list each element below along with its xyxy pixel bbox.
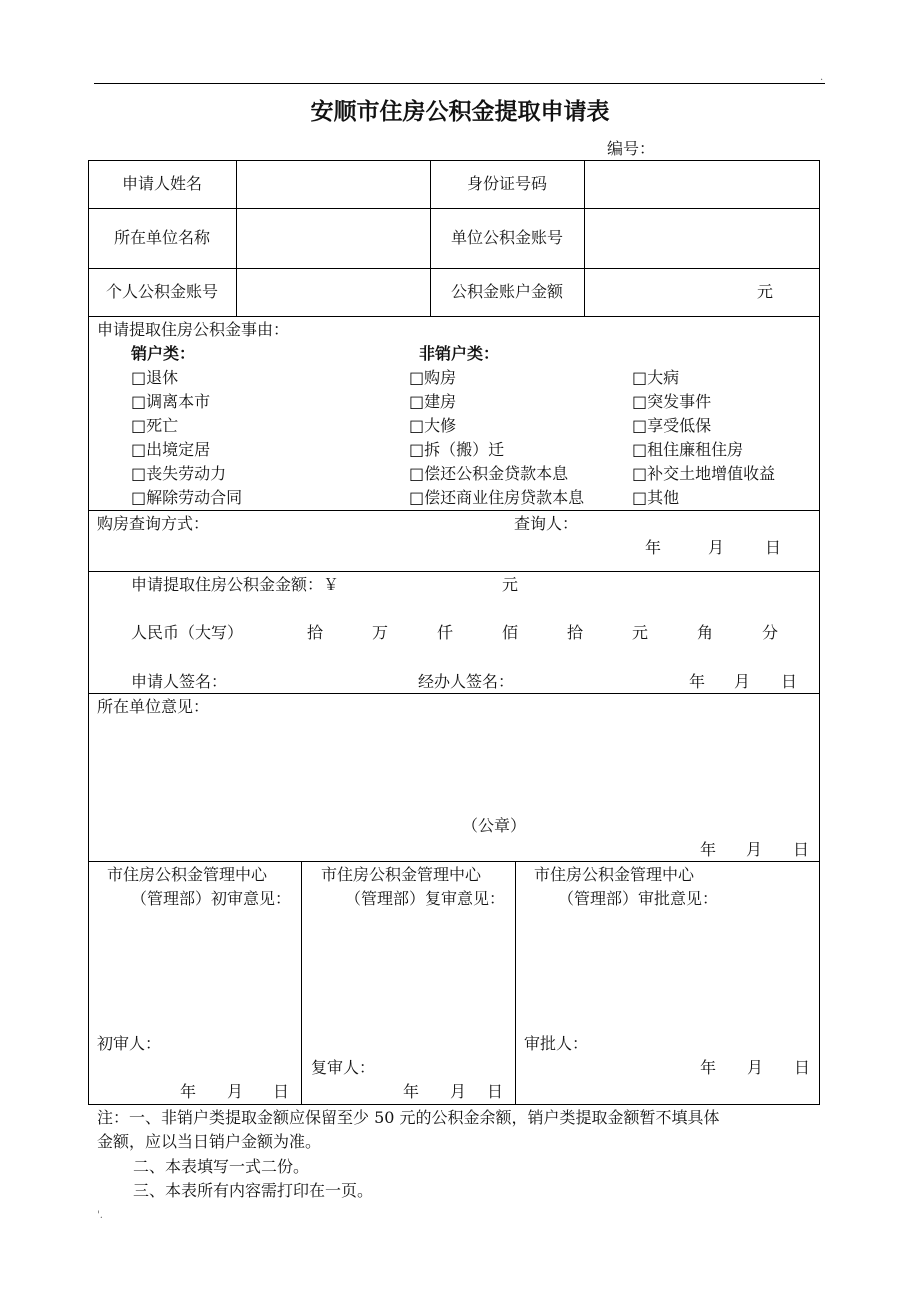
opinion-day: 日 xyxy=(793,840,810,859)
first-review-day: 日 xyxy=(273,1082,290,1101)
second-reviewer-label: 复审人： xyxy=(311,1058,376,1077)
reason-option[interactable]: □建房 xyxy=(409,392,457,411)
reason-option[interactable]: □大病 xyxy=(632,368,680,387)
balance-label: 公积金账户金额 xyxy=(450,282,563,301)
id-number-label: 身份证号码 xyxy=(466,174,547,193)
reason-option[interactable]: □购房 xyxy=(409,368,457,387)
reason-option[interactable]: □大修 xyxy=(409,416,457,435)
second-review-day: 日 xyxy=(487,1082,504,1101)
opinion-year: 年 xyxy=(700,840,717,859)
reason-option[interactable]: □偿还公积金贷款本息 xyxy=(409,464,569,483)
approval-year: 年 xyxy=(700,1058,717,1077)
querier-label: 查询人： xyxy=(514,514,579,533)
applicant-name-label: 申请人姓名 xyxy=(121,174,202,193)
applicant-name-field[interactable] xyxy=(237,161,429,207)
reason-option[interactable]: □享受低保 xyxy=(632,416,712,435)
second-review-title: （管理部）复审意见： xyxy=(345,889,506,908)
amount-digit: 角 xyxy=(697,623,714,642)
amount-label: 申请提取住房公积金金额：￥ xyxy=(131,575,340,594)
reasons-heading: 申请提取住房公积金事由： xyxy=(97,320,290,339)
second-review-center: 市住房公积金管理中心 xyxy=(321,865,482,884)
reason-option[interactable]: □偿还商业住房贷款本息 xyxy=(409,488,585,507)
amount-digit: 佰 xyxy=(502,623,519,642)
sign-year: 年 xyxy=(689,672,706,691)
amount-digit: 分 xyxy=(762,623,779,642)
amount-digit: 拾 xyxy=(307,623,324,642)
reason-option[interactable]: □拆（搬）迁 xyxy=(409,440,505,459)
first-review-center: 市住房公积金管理中心 xyxy=(107,865,268,884)
query-method-label: 购房查询方式： xyxy=(97,514,210,533)
second-review-year: 年 xyxy=(403,1082,420,1101)
company-opinion-field[interactable] xyxy=(97,720,817,815)
reason-option[interactable]: □其他 xyxy=(632,488,680,507)
first-review-title: （管理部）初审意见： xyxy=(131,889,292,908)
first-review-month: 月 xyxy=(227,1082,244,1101)
approval-title: （管理部）审批意见： xyxy=(558,889,719,908)
approval-center: 市住房公积金管理中心 xyxy=(534,865,695,884)
first-review-year: 年 xyxy=(180,1082,197,1101)
amount-digit: 拾 xyxy=(567,623,584,642)
personal-account-label: 个人公积金账号 xyxy=(105,282,218,301)
note-line: 注：一、非销户类提取金额应保留至少 50 元的公积金余额，销户类提取金额暂不填具体 xyxy=(97,1108,720,1127)
company-opinion-label: 所在单位意见： xyxy=(97,697,210,716)
balance-unit: 元 xyxy=(757,282,774,301)
rmb-uppercase-label: 人民币（大写） xyxy=(131,623,244,642)
reason-option[interactable]: □退休 xyxy=(131,368,179,387)
approval-day: 日 xyxy=(794,1058,811,1077)
amount-digit: 万 xyxy=(372,623,389,642)
note-line: 三、本表所有内容需打印在一页。 xyxy=(133,1181,374,1200)
sign-day: 日 xyxy=(781,672,798,691)
query-day: 日 xyxy=(765,538,782,557)
nonclosing-heading: 非销户类： xyxy=(419,344,500,363)
sign-month: 月 xyxy=(734,672,751,691)
header-rule xyxy=(94,83,825,84)
personal-account-field[interactable] xyxy=(237,269,429,315)
first-reviewer-label: 初审人： xyxy=(97,1034,162,1053)
company-account-field[interactable] xyxy=(585,209,818,267)
reason-option[interactable]: □解除劳动合同 xyxy=(131,488,243,507)
page-title: 安顺市住房公积金提取申请表 xyxy=(310,99,610,125)
opinion-month: 月 xyxy=(746,840,763,859)
amount-digit: 仟 xyxy=(437,623,454,642)
company-name-field[interactable] xyxy=(237,209,429,267)
reason-option[interactable]: □租住廉租住房 xyxy=(632,440,744,459)
applicant-signature-label: 申请人签名： xyxy=(131,672,228,691)
note-line: 二、本表填写一式二份。 xyxy=(133,1157,310,1176)
note-line: 金额，应以当日销户金额为准。 xyxy=(97,1132,322,1151)
balance-field[interactable] xyxy=(585,269,818,315)
company-account-label: 单位公积金账号 xyxy=(450,228,563,247)
approver-label: 审批人： xyxy=(524,1034,589,1053)
amount-digit: 元 xyxy=(632,623,649,642)
company-name-label: 所在单位名称 xyxy=(113,228,210,247)
reason-option[interactable]: □出境定居 xyxy=(131,440,211,459)
second-review-month: 月 xyxy=(450,1082,467,1101)
corner-mark: . xyxy=(820,72,824,83)
reason-option[interactable]: □丧失劳动力 xyxy=(131,464,227,483)
query-year: 年 xyxy=(645,538,662,557)
serial-label: 编号： xyxy=(607,139,656,158)
reason-option[interactable]: □死亡 xyxy=(131,416,179,435)
reason-option[interactable]: □突发事件 xyxy=(632,392,712,411)
id-number-field[interactable] xyxy=(585,161,818,207)
handler-signature-label: 经办人签名： xyxy=(418,672,515,691)
amount-unit: 元 xyxy=(502,575,519,594)
corner-mark: '. xyxy=(97,1210,103,1221)
official-seal-label: （公章） xyxy=(462,816,527,835)
approval-month: 月 xyxy=(747,1058,764,1077)
reason-option[interactable]: □补交土地增值收益 xyxy=(632,464,776,483)
closing-heading: 销户类： xyxy=(131,344,196,363)
reason-option[interactable]: □调离本市 xyxy=(131,392,211,411)
query-month: 月 xyxy=(708,538,725,557)
